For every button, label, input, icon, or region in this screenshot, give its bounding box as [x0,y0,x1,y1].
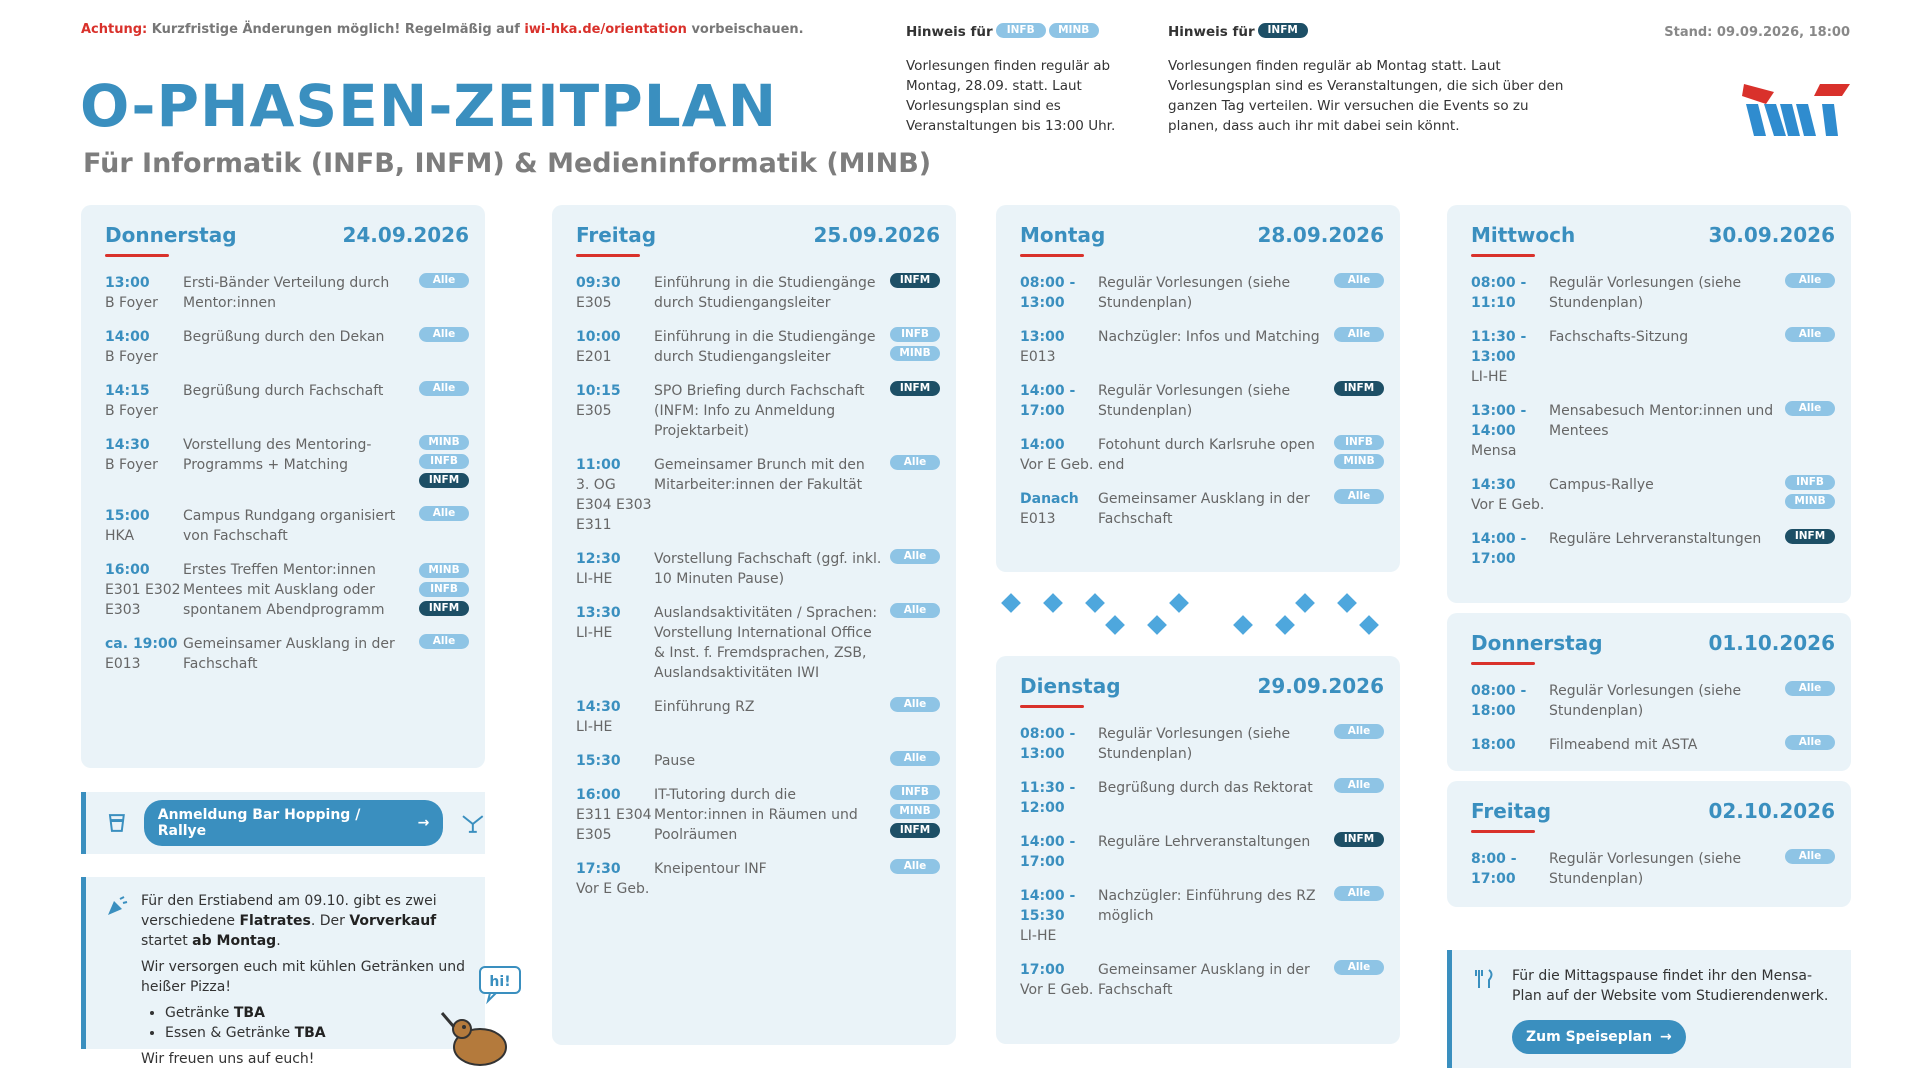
mensa-text: Für die Mittagspause findet ihr den Mensa-Plan auf der Website vom Studierendenwerk. [1512,968,1829,1004]
day-card-mittwoch [1447,205,1851,603]
event-time: 08:00 - 18:00 [1471,683,1527,719]
event-time: 13:00 - 14:00 [1471,403,1527,439]
day-date: 25.09.2026 [813,223,940,247]
day-card-donnerstag2 [1447,613,1851,771]
day-name: Donnerstag [1471,631,1603,655]
event-location: LI-HE [576,571,613,587]
audience-badge: Alle [1785,735,1835,750]
day-name: Mittwoch [1471,223,1576,247]
event-time: 17:30 [576,861,621,877]
day-name: Donnerstag [105,223,237,247]
event-row [576,381,940,441]
audience-badge: INFM [890,273,940,288]
audience-badge: Alle [1334,724,1384,739]
event-row [1471,327,1835,387]
day-card-montag [996,205,1400,572]
event-time: Danach [1020,491,1079,507]
event-location: Vor E Geb. [1471,497,1545,513]
event-time: 09:30 [576,275,621,291]
audience-badge: INFM [890,823,940,838]
event-location: LI-HE [1471,369,1508,385]
audience-badge: INFM [1334,832,1384,847]
cocktail-icon [461,812,485,834]
audience-badge: Alle [1785,273,1835,288]
day-date: 24.09.2026 [342,223,469,247]
event-time: 10:15 [576,383,621,399]
badge-infm: INFM [1258,23,1308,38]
event-description: Auslandsaktivitäten / Sprachen: Vorstellung International Office & Inst. f. Fremdsprachen, ZSB, Auslandsaktivitäten IWI [654,605,878,681]
event-time: 13:30 [576,605,621,621]
event-description: Erstes Treffen Mentor:innen Mentees mit Ausklang oder spontanem Abendprogramm [183,562,385,618]
audience-badge: MINB [419,435,469,450]
audience-badge: Alle [890,751,940,766]
day-underline [576,254,640,257]
audience-badge: MINB [419,563,469,578]
info-list: • Getränke TBA • Essen & Getränke TBA [165,1003,473,1043]
event-row [1471,273,1835,313]
event-time: 08:00 - 11:10 [1471,275,1527,311]
audience-badge: MINB [890,346,940,361]
event-time: 14:00 [1020,437,1065,453]
audience-badge: MINB [1785,494,1835,509]
event-description: Campus-Rallye [1549,477,1654,493]
decorative-diamonds [996,592,1400,642]
mensa-box [1447,950,1851,1068]
event-row [105,327,469,367]
page-title: O-PHASEN-ZEITPLAN [80,72,778,140]
day-date: 29.09.2026 [1257,674,1384,698]
event-row [576,455,940,535]
event-row [1471,475,1835,515]
day-underline [1471,662,1535,665]
event-location: B Foyer [105,295,158,311]
event-time: 11:30 - 12:00 [1020,780,1076,816]
audience-badge: Alle [1334,327,1384,342]
event-description: Ersti-Bänder Verteilung durch Mentor:innen [183,275,390,311]
event-row [576,273,940,313]
event-time: 14:00 - 15:30 [1020,888,1076,924]
cutlery-icon [1474,968,1496,990]
event-description: Einführung RZ [654,699,755,715]
audience-badge: Alle [890,697,940,712]
event-description: Regulär Vorlesungen (siehe Stundenplan) [1098,275,1291,311]
audience-badge: INFM [419,601,469,616]
day-underline [1471,254,1535,257]
event-description: Regulär Vorlesungen (siehe Stundenplan) [1549,683,1742,719]
event-description: Vorstellung Fachschaft (ggf. inkl. 10 Minuten Pause) [654,551,882,587]
event-time: 8:00 - 17:00 [1471,851,1517,887]
event-time: 15:00 [105,508,150,524]
day-name: Dienstag [1020,674,1121,698]
audience-badge: INFB [419,582,469,597]
audience-badge: INFB [890,785,940,800]
audience-badge: INFB [890,327,940,342]
event-time: 08:00 - 13:00 [1020,726,1076,762]
event-row [105,506,469,546]
audience-badge: INFB [419,454,469,469]
event-description: Gemeinsamer Ausklang in der Fachschaft [1098,962,1310,998]
audience-badge: Alle [419,381,469,396]
event-location: E013 [105,656,141,672]
event-row [576,697,940,737]
event-time: 13:00 [105,275,150,291]
day-card-donnerstag [81,205,485,768]
event-time: 14:00 - 17:00 [1020,383,1076,419]
audience-badge: Alle [1785,401,1835,416]
event-row [1471,681,1835,721]
event-description: Regulär Vorlesungen (siehe Stundenplan) [1098,726,1291,762]
audience-badge: Alle [890,859,940,874]
event-description: Einführung in die Studiengänge durch Studiengangsleiter [654,275,876,311]
event-row [1020,886,1384,946]
iwi-logo [1742,82,1852,138]
event-row [1471,529,1835,569]
event-time: 14:00 [105,329,150,345]
day-underline [1020,254,1084,257]
info-paragraph-3: Wir freuen uns auf euch! [141,1051,315,1067]
event-description: Regulär Vorlesungen (siehe Stundenplan) [1549,851,1742,887]
audience-badge: Alle [419,273,469,288]
day-name: Freitag [576,223,657,247]
event-time: 18:00 [1471,737,1516,753]
event-time: 10:00 [576,329,621,345]
audience-badge: Alle [1785,327,1835,342]
audience-badge: INFM [1334,381,1384,396]
day-card-freitag [552,205,956,1045]
event-row [1020,832,1384,872]
event-time: 12:30 [576,551,621,567]
day-date: 30.09.2026 [1708,223,1835,247]
event-description: Regulär Vorlesungen (siehe Stundenplan) [1098,383,1291,419]
audience-badge: MINB [890,804,940,819]
event-location: E311 E304 E305 [576,807,652,843]
event-row [1471,735,1835,755]
event-time: 14:00 - 17:00 [1020,834,1076,870]
event-time: 11:30 - 13:00 [1471,329,1527,365]
event-row [1471,849,1835,889]
event-row [1471,401,1835,461]
event-location: B Foyer [105,457,158,473]
event-row [576,751,940,771]
event-row [576,327,940,367]
day-date: 02.10.2026 [1708,799,1835,823]
event-row [105,560,469,620]
event-time: 08:00 - 13:00 [1020,275,1076,311]
info-paragraph-1: Für den Erstiabend am 09.10. gibt es zwei verschiedene Flatrates. Der Vorverkauf startet ab Montag. [141,893,437,949]
event-time: 14:30 [1471,477,1516,493]
event-time: 16:00 [105,562,150,578]
event-description: Mensabesuch Mentor:innen und Mentees [1549,403,1774,439]
event-row [576,549,940,589]
event-description: Nachzügler: Infos und Matching [1098,329,1320,345]
hint-infb-minb: Hinweis für INFB MINB Vorlesungen finden regulär ab Montag, 28.09. statt. Laut Vorlesungsplan sind es Veranstaltungen bis 13:00 Uhr. [906,23,1116,134]
event-location: B Foyer [105,403,158,419]
event-row [1020,960,1384,1000]
event-description: Pause [654,753,696,769]
event-row [105,435,469,492]
event-description: Nachzügler: Einführung des RZ möglich [1098,888,1316,924]
party-popper-icon [106,895,128,917]
event-description: Reguläre Lehrveranstaltungen [1098,834,1311,850]
day-date: 01.10.2026 [1708,631,1835,655]
day-underline [105,254,169,257]
event-description: SPO Briefing durch Fachschaft (INFM: Info zu Anmeldung Projektarbeit) [654,383,865,439]
event-description: Begrüßung durch den Dekan [183,329,385,345]
svg-text:hi!: hi! [489,974,511,990]
event-location: LI-HE [576,719,613,735]
event-row [105,634,469,674]
event-row [576,785,940,845]
audience-badge: Alle [890,549,940,564]
audience-badge: MINB [1334,454,1384,469]
event-description: Begrüßung durch das Rektorat [1098,780,1313,796]
event-description: IT-Tutoring durch die Mentor:innen in Räumen und Poolräumen [654,787,858,843]
audience-badge: Alle [1785,681,1835,696]
event-description: Regulär Vorlesungen (siehe Stundenplan) [1549,275,1742,311]
audience-badge: Alle [890,603,940,618]
event-description: Reguläre Lehrveranstaltungen [1549,531,1762,547]
event-row [1020,435,1384,475]
event-time: 16:00 [576,787,621,803]
event-location: LI-HE [576,625,613,641]
audience-badge: INFB [1785,475,1835,490]
day-name: Montag [1020,223,1106,247]
event-location: E305 [576,403,612,419]
event-location: 3. OG E304 E303 E311 [576,477,652,533]
event-row [576,603,940,683]
info-paragraph-2: Wir versorgen euch mit kühlen Getränken und heißer Pizza! [141,959,466,995]
event-description: Filmeabend mit ASTA [1549,737,1698,753]
event-description: Gemeinsamer Ausklang in der Fachschaft [1098,491,1310,527]
event-row [1020,489,1384,529]
audience-badge: Alle [1785,849,1835,864]
event-location: Vor E Geb. [1020,457,1094,473]
event-location: E201 [576,349,612,365]
event-row [1020,381,1384,421]
day-card-freitag2 [1447,781,1851,907]
event-location: E301 E302 E303 [105,582,181,618]
audience-badge: Alle [419,506,469,521]
event-row [1020,327,1384,367]
event-time: 14:15 [105,383,150,399]
bar-hopping-button[interactable]: Anmeldung Bar Hopping / Rallye → [144,800,444,846]
event-location: E305 [576,295,612,311]
event-time: ca. 19:00 [105,636,178,652]
event-description: Gemeinsamer Ausklang in der Fachschaft [183,636,395,672]
cup-icon [108,813,126,833]
last-updated: Stand: 09.09.2026, 18:00 [1664,25,1850,40]
event-time: 14:30 [576,699,621,715]
event-row [1020,778,1384,818]
bar-hopping-box [81,792,485,854]
day-name: Freitag [1471,799,1552,823]
audience-badge: INFM [419,473,469,488]
event-location: LI-HE [1020,928,1057,944]
day-underline [1471,830,1535,833]
event-location: Vor E Geb. [1020,982,1094,998]
event-row [105,381,469,421]
audience-badge: INFM [890,381,940,396]
event-time: 17:00 [1020,962,1065,978]
page-subtitle: Für Informatik (INFB, INFM) & Medieninformatik (MINB) [83,148,932,179]
speiseplan-button[interactable]: Zum Speiseplan → [1512,1020,1686,1054]
audience-badge: Alle [1334,886,1384,901]
badge-minb: MINB [1049,23,1099,38]
audience-badge: Alle [890,455,940,470]
event-description: Gemeinsamer Brunch mit den Mitarbeiter:innen der Fakultät [654,457,865,493]
event-description: Fotohunt durch Karlsruhe open end [1098,437,1315,473]
event-location: B Foyer [105,349,158,365]
event-time: 15:30 [576,753,621,769]
kiwi-mascot-icon [440,965,524,1069]
audience-badge: Alle [419,634,469,649]
audience-badge: Alle [1334,960,1384,975]
audience-badge: Alle [1334,273,1384,288]
hint-infm: Hinweis für INFM Vorlesungen finden regulär ab Montag statt. Laut Vorlesungsplan sind es Veranstaltungen, die sich über den ganzen Tag verteilen. Wir versuchen die Events so zu planen, dass auch ihr mit dabei sein könnt. [1168,23,1564,134]
audience-badge: Alle [1334,778,1384,793]
event-row [1020,273,1384,313]
top-warning: Achtung: Kurzfristige Änderungen möglich! Regelmäßig auf iwi-hka.de/orientation vorbeischauen. [81,22,804,37]
event-time: 13:00 [1020,329,1065,345]
event-time: 14:00 - 17:00 [1471,531,1527,567]
erstiabend-info-box [81,877,485,1067]
event-description: Campus Rundgang organisiert von Fachschaft [183,508,396,544]
audience-badge: Alle [419,327,469,342]
event-row [105,273,469,313]
day-date: 28.09.2026 [1257,223,1384,247]
audience-badge: INFB [1334,435,1384,450]
event-time: 14:30 [105,437,150,453]
event-description: Begrüßung durch Fachschaft [183,383,384,399]
audience-badge: INFM [1785,529,1835,544]
event-row [576,859,940,899]
event-description: Einführung in die Studiengänge durch Studiengangsleiter [654,329,876,365]
event-time: 11:00 [576,457,621,473]
orientation-link[interactable]: iwi-hka.de/orientation [524,22,687,37]
day-card-dienstag [996,656,1400,1044]
event-description: Fachschafts-Sitzung [1549,329,1689,345]
event-location: HKA [105,528,135,544]
event-location: Mensa [1471,443,1517,459]
audience-badge: Alle [1334,489,1384,504]
event-description: Kneipentour INF [654,861,767,877]
event-location: E013 [1020,349,1056,365]
badge-infb: INFB [996,23,1046,38]
event-location: E013 [1020,511,1056,527]
event-location: Vor E Geb. [576,881,650,897]
event-row [1020,724,1384,764]
event-description: Vorstellung des Mentoring-Programms + Matching [183,437,372,473]
day-underline [1020,705,1084,708]
